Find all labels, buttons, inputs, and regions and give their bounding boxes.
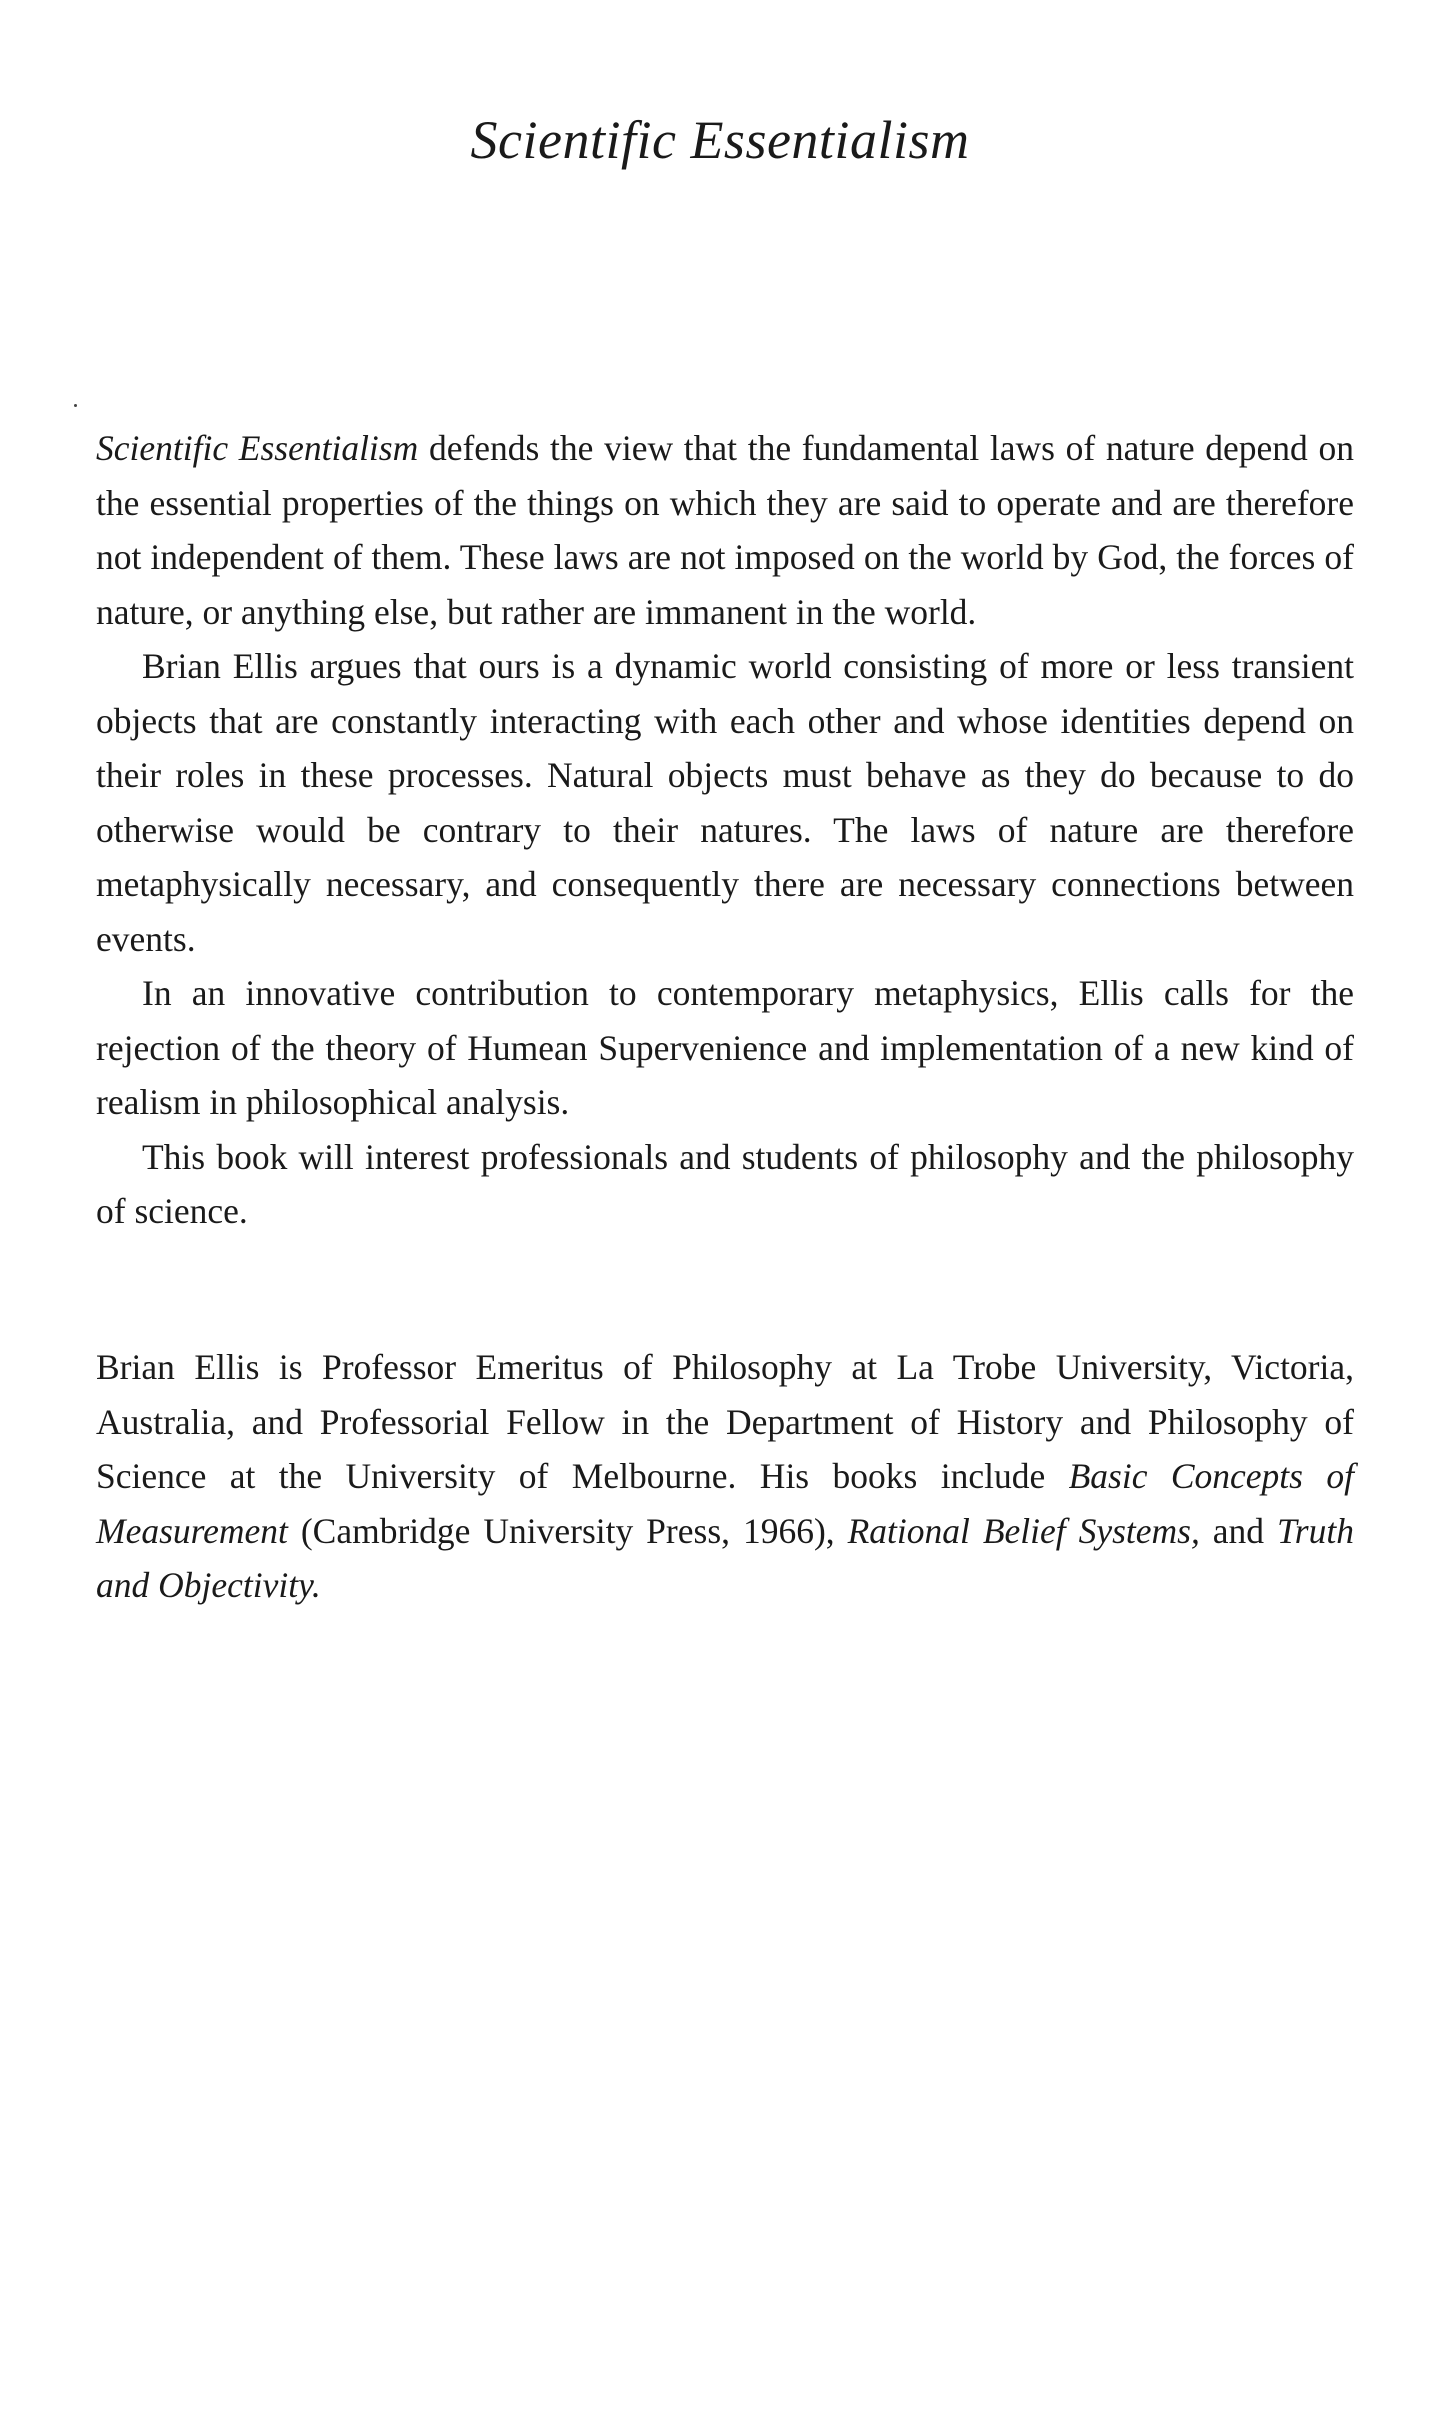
bio-book-1: Basic Concepts of Measurement — [96, 1456, 1354, 1551]
book-title-italic: Scientific Essentialism — [96, 428, 419, 468]
description-paragraph-1-text: defends the view that the fundamental laws of nature depend on the essential properties of the things on which they are said to operate and are therefore not independent of them. These laws are not imposed on the world by God, the forces of nature, or anything else, but rather are immanent in the world. — [96, 428, 1354, 632]
book-description — [96, 421, 1354, 1239]
stray-ink-mark — [74, 404, 77, 407]
page-title: Scientific Essentialism — [470, 110, 970, 170]
description-paragraph-1 — [96, 421, 1354, 639]
bio-book-2: Rational Belief Systems, — [847, 1510, 1200, 1551]
bio-text-2: (Cambridge University Press, 1966), — [287, 1510, 848, 1551]
description-paragraph-3: In an innovative contribution to contemporary metaphysics, Ellis calls for the rejection of the theory of Humean Supervenience and implementation of a new kind of realism in philosophical analysis. — [96, 973, 1354, 1122]
description-paragraph-4: This book will interest professionals and students of philosophy and the philosophy of science. — [96, 1136, 1354, 1231]
bio-text-1: Brian Ellis is Professor Emeritus of Philosophy at La Trobe University, Victoria, Australia, and Professorial Fellow in the Department of History and Philosophy of Science at the University of Melbourne. His books include — [96, 1347, 1354, 1496]
bio-book-3: Truth and Objectivity. — [96, 1510, 1354, 1605]
author-bio — [96, 1340, 1354, 1613]
bio-text-3: and — [1199, 1510, 1277, 1551]
author-bio-paragraph — [96, 1340, 1354, 1613]
description-paragraph-2: Brian Ellis argues that ours is a dynamic world consisting of more or less transient objects that are constantly interacting with each other and whose identities depend on their roles in these processes. Natural objects must behave as they do because to do otherwise would be contrary to their natures. The laws of nature are therefore metaphysically necessary, and consequently there are necessary connections between events. — [96, 646, 1354, 959]
